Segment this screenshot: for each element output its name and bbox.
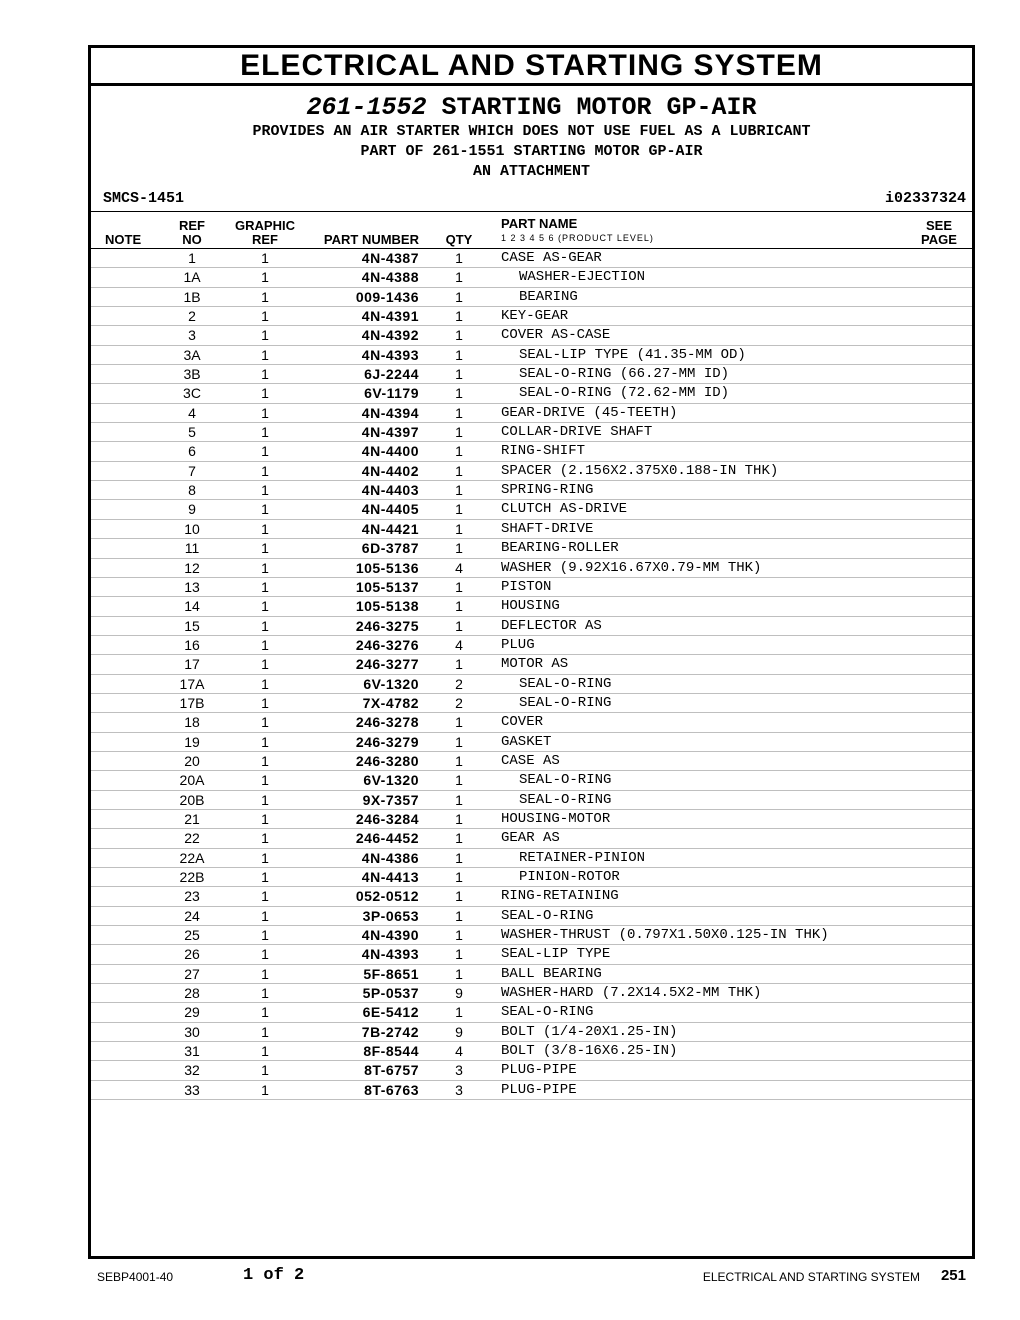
part-name: SEAL-O-RING (66.27-MM ID) (519, 366, 730, 383)
ref-no: 1A (183, 269, 201, 286)
ref-no: 29 (184, 1004, 200, 1021)
graphic-ref: 1 (261, 733, 269, 750)
quantity: 1 (455, 308, 463, 325)
quantity: 1 (455, 888, 463, 905)
graphic-ref: 1 (261, 288, 269, 305)
graphic-ref: 1 (261, 308, 269, 325)
quantity: 1 (455, 346, 463, 363)
quantity: 1 (455, 810, 463, 827)
part-number: 6V-1320 (363, 675, 419, 692)
part-number: 4N-4393 (361, 346, 419, 363)
part-name: SEAL-LIP TYPE (501, 946, 611, 963)
quantity: 1 (455, 520, 463, 537)
part-number: 4N-4390 (361, 927, 419, 944)
graphic-ref: 1 (261, 849, 269, 866)
quantity: 1 (455, 714, 463, 731)
quantity: 1 (455, 288, 463, 305)
part-number: 4N-4392 (361, 327, 419, 344)
part-name: COVER AS-CASE (501, 327, 611, 344)
part-name: RING-SHIFT (501, 443, 586, 460)
part-number: 246-3284 (355, 810, 419, 827)
part-number: 052-0512 (355, 888, 419, 905)
col-product-levels: 1 2 3 4 5 6 (PRODUCT LEVEL) (501, 233, 654, 243)
graphic-ref: 1 (261, 366, 269, 383)
part-name: SHAFT-DRIVE (501, 520, 594, 537)
quantity: 1 (455, 482, 463, 499)
ref-no: 17A (179, 675, 205, 692)
part-number: 105-5137 (355, 578, 419, 595)
quantity: 1 (455, 501, 463, 518)
part-name: RETAINER-PINION (519, 849, 646, 866)
ref-no: 23 (184, 888, 200, 905)
part-number: 4N-4394 (361, 404, 419, 421)
ref-no: 9 (188, 501, 196, 518)
section-title: ELECTRICAL AND STARTING SYSTEM (240, 48, 823, 82)
ref-no: 6 (188, 443, 196, 460)
table-row (91, 597, 972, 616)
table-row (91, 520, 972, 539)
quantity: 1 (455, 830, 463, 847)
group-header (91, 86, 972, 212)
ref-no: 10 (184, 520, 200, 537)
part-name: GEAR-DRIVE (45-TEETH) (501, 404, 678, 421)
quantity: 3 (455, 1062, 463, 1079)
part-number: 7X-4782 (362, 694, 419, 711)
part-number: 8T-6757 (364, 1062, 419, 1079)
ref-no: 1B (183, 288, 201, 305)
graphic-ref: 1 (261, 636, 269, 653)
part-name: WASHER (9.92X16.67X0.79-MM THK) (501, 559, 762, 576)
graphic-ref: 1 (261, 501, 269, 518)
part-number: 9X-7357 (362, 791, 419, 808)
part-name: WASHER-HARD (7.2X14.5X2-MM THK) (501, 985, 762, 1002)
col-see-bottom: PAGE (921, 232, 957, 247)
part-name: GEAR AS (501, 830, 560, 847)
ref-no: 32 (184, 1062, 200, 1079)
quantity: 1 (455, 385, 463, 402)
part-number: 105-5138 (355, 598, 419, 615)
part-name: COLLAR-DRIVE SHAFT (501, 424, 653, 441)
quantity: 1 (455, 849, 463, 866)
col-graphic-top: GRAPHIC (235, 218, 295, 233)
part-name: DEFLECTOR AS (501, 617, 602, 634)
part-number: 6V-1179 (364, 385, 419, 402)
graphic-ref: 1 (261, 559, 269, 576)
section-title-bar (91, 48, 972, 86)
table-row (91, 559, 972, 578)
group-part-number: 261-1552 (306, 93, 427, 122)
part-number: 5F-8651 (363, 965, 419, 982)
quantity: 1 (455, 327, 463, 344)
ref-no: 21 (184, 810, 200, 827)
ref-no: 19 (184, 733, 200, 750)
ref-no: 26 (184, 946, 200, 963)
quantity: 1 (455, 404, 463, 421)
part-number: 4N-4405 (361, 501, 419, 518)
graphic-ref: 1 (261, 385, 269, 402)
part-name: KEY-GEAR (501, 308, 569, 325)
part-number: 6J-2244 (364, 366, 419, 383)
ref-no: 7 (188, 462, 196, 479)
ref-no: 15 (184, 617, 200, 634)
ref-no: 20B (179, 791, 205, 808)
part-name: SEAL-O-RING (519, 675, 612, 692)
graphic-ref: 1 (261, 752, 269, 769)
ref-no: 3B (183, 366, 201, 383)
part-name: SEAL-O-RING (501, 907, 594, 924)
part-number: 4N-4403 (361, 482, 419, 499)
part-name: HOUSING (501, 598, 560, 615)
col-ref-top: REF (179, 218, 205, 233)
ref-no: 18 (184, 714, 200, 731)
quantity: 1 (455, 443, 463, 460)
quantity: 1 (455, 424, 463, 441)
table-row (91, 249, 972, 268)
part-number: 3P-0653 (362, 907, 419, 924)
table-row (91, 829, 972, 848)
ref-no: 13 (184, 578, 200, 595)
ref-no: 3A (183, 346, 201, 363)
ref-no: 27 (184, 965, 200, 982)
group-part-title: STARTING MOTOR GP-AIR (441, 93, 757, 122)
quantity: 1 (455, 965, 463, 982)
part-number: 4N-4387 (361, 250, 419, 266)
graphic-ref: 1 (261, 482, 269, 499)
table-row (91, 1061, 972, 1080)
ref-no: 31 (184, 1043, 200, 1060)
group-part-of: PART OF 261-1551 STARTING MOTOR GP-AIR (360, 143, 703, 160)
graphic-ref: 1 (261, 830, 269, 847)
graphic-ref: 1 (261, 540, 269, 557)
ref-no: 12 (184, 559, 200, 576)
quantity: 1 (455, 462, 463, 479)
table-row (91, 1003, 972, 1022)
table-row (91, 539, 972, 558)
quantity: 3 (455, 1081, 463, 1098)
table-row (91, 384, 972, 403)
quantity: 9 (455, 985, 463, 1002)
part-name: BOLT (3/8-16X6.25-IN) (501, 1043, 678, 1060)
part-name: SEAL-O-RING (519, 772, 612, 789)
table-row (91, 326, 972, 345)
quantity: 2 (455, 694, 463, 711)
graphic-ref: 1 (261, 1081, 269, 1098)
graphic-ref: 1 (261, 578, 269, 595)
part-name: MOTOR AS (501, 656, 569, 673)
part-name: BEARING (519, 288, 578, 305)
ref-no: 20A (179, 772, 205, 789)
quantity: 1 (455, 869, 463, 885)
graphic-ref: 1 (261, 946, 269, 963)
quantity: 4 (455, 1043, 463, 1060)
graphic-ref: 1 (261, 985, 269, 1002)
footer-doc-number: SEBP4001-40 (97, 1270, 174, 1284)
graphic-ref: 1 (261, 810, 269, 827)
graphic-ref: 1 (261, 1023, 269, 1040)
graphic-ref: 1 (261, 888, 269, 905)
part-number: 4N-4391 (361, 308, 419, 325)
graphic-ref: 1 (261, 694, 269, 711)
quantity: 1 (455, 791, 463, 808)
part-name: CASE AS (501, 752, 560, 769)
graphic-ref: 1 (261, 327, 269, 344)
ref-no: 17B (179, 694, 205, 711)
part-name: HOUSING-MOTOR (501, 810, 611, 827)
quantity: 1 (455, 907, 463, 924)
ref-no: 22A (179, 849, 205, 866)
group-description: PROVIDES AN AIR STARTER WHICH DOES NOT USE FUEL AS A LUBRICANT (252, 123, 811, 140)
ref-no: 14 (184, 598, 200, 615)
ref-no: 17 (184, 656, 200, 673)
table-row (91, 887, 972, 906)
ref-no: 22B (179, 869, 205, 885)
table-row (91, 849, 972, 868)
table-row (91, 346, 972, 365)
ref-no: 30 (184, 1023, 200, 1040)
col-note: NOTE (105, 232, 142, 247)
quantity: 1 (455, 752, 463, 769)
table-row (91, 636, 972, 655)
part-number: 4N-4400 (361, 443, 419, 460)
table-row (91, 442, 972, 461)
graphic-ref: 1 (261, 714, 269, 731)
page-footer (0, 1266, 1020, 1290)
col-ref-bottom: NO (182, 232, 202, 247)
ref-no: 24 (184, 907, 200, 924)
graphic-ref: 1 (261, 656, 269, 673)
graphic-ref: 1 (261, 791, 269, 808)
quantity: 1 (455, 927, 463, 944)
table-row (91, 926, 972, 945)
table-row (91, 752, 972, 771)
quantity: 1 (455, 578, 463, 595)
table-row (91, 578, 972, 597)
part-number: 6D-3787 (361, 540, 419, 557)
col-part-name: PART NAME (501, 216, 578, 231)
table-row (91, 965, 972, 984)
part-number: 009-1436 (355, 288, 419, 305)
table-row (91, 268, 972, 287)
graphic-ref: 1 (261, 927, 269, 944)
part-name: BEARING-ROLLER (501, 540, 619, 557)
table-row (91, 945, 972, 964)
table-row (91, 694, 972, 713)
graphic-ref: 1 (261, 869, 269, 885)
col-qty: QTY (445, 232, 473, 247)
ref-no: 3C (183, 385, 201, 402)
part-number: 4N-4386 (361, 849, 419, 866)
part-number: 246-3278 (355, 714, 419, 731)
part-number: 8F-8544 (363, 1043, 419, 1060)
graphic-ref: 1 (261, 965, 269, 982)
group-type: AN ATTACHMENT (472, 163, 591, 180)
part-name: CLUTCH AS-DRIVE (501, 501, 628, 518)
table-header (91, 212, 972, 249)
smcs-code: SMCS-1451 (103, 190, 185, 207)
graphic-ref: 1 (261, 346, 269, 363)
table-row (91, 655, 972, 674)
table-row (91, 713, 972, 732)
footer-page-of: 1 of 2 (243, 1266, 305, 1285)
quantity: 1 (455, 617, 463, 634)
part-name: COVER (501, 714, 544, 731)
part-name: SEAL-O-RING (72.62-MM ID) (519, 385, 730, 402)
part-number: 8T-6763 (364, 1081, 419, 1098)
ref-no: 4 (188, 404, 196, 421)
table-row (91, 307, 972, 326)
part-number: 246-4452 (355, 830, 419, 847)
quantity: 1 (455, 598, 463, 615)
quantity: 1 (455, 733, 463, 750)
table-row (91, 404, 972, 423)
graphic-ref: 1 (261, 443, 269, 460)
quantity: 1 (455, 540, 463, 557)
part-name: CASE AS-GEAR (501, 250, 602, 266)
page-frame (88, 45, 975, 1259)
part-number: 4N-4402 (361, 462, 419, 479)
graphic-ref: 1 (261, 462, 269, 479)
quantity: 9 (455, 1023, 463, 1040)
graphic-ref: 1 (261, 598, 269, 615)
part-name: PLUG-PIPE (501, 1081, 577, 1098)
graphic-ref: 1 (261, 617, 269, 634)
ref-no: 28 (184, 985, 200, 1002)
footer-page-number: 251 (940, 1267, 966, 1284)
table-row (91, 365, 972, 384)
table-row (91, 733, 972, 752)
table-row (91, 771, 972, 790)
table-row (91, 675, 972, 694)
part-name: SEAL-O-RING (519, 791, 612, 808)
part-number: 4N-4413 (361, 869, 419, 885)
quantity: 4 (455, 636, 463, 653)
part-name: SEAL-O-RING (519, 694, 612, 711)
part-number: 4N-4421 (361, 520, 419, 537)
col-graphic-bottom: REF (252, 232, 278, 247)
part-number: 7B-2742 (361, 1023, 419, 1040)
part-number: 5P-0537 (362, 985, 419, 1002)
table-row (91, 481, 972, 500)
table-row (91, 617, 972, 636)
quantity: 1 (455, 772, 463, 789)
quantity: 1 (455, 1004, 463, 1021)
parts-table-body (91, 249, 972, 1100)
table-row (91, 868, 972, 887)
part-name: GASKET (501, 733, 552, 750)
part-number: 6V-1320 (363, 772, 419, 789)
ref-no: 2 (188, 308, 196, 325)
ref-no: 16 (184, 636, 200, 653)
table-row (91, 423, 972, 442)
table-row (91, 462, 972, 481)
graphic-ref: 1 (261, 1062, 269, 1079)
graphic-ref: 1 (261, 1043, 269, 1060)
graphic-ref: 1 (261, 907, 269, 924)
table-row (91, 984, 972, 1003)
footer-section: ELECTRICAL AND STARTING SYSTEM (702, 1270, 920, 1284)
graphic-ref: 1 (261, 772, 269, 789)
graphic-ref: 1 (261, 675, 269, 692)
part-name: PISTON (501, 578, 552, 595)
part-number: 246-3275 (355, 617, 419, 634)
part-number: 105-5136 (355, 559, 419, 576)
part-number: 4N-4388 (361, 269, 419, 286)
part-name: SEAL-O-RING (501, 1004, 594, 1021)
part-name: WASHER-EJECTION (519, 269, 646, 286)
quantity: 2 (455, 675, 463, 692)
graphic-ref: 1 (261, 250, 269, 266)
quantity: 1 (455, 656, 463, 673)
part-name: PINION-ROTOR (519, 869, 620, 885)
part-number: 4N-4393 (361, 946, 419, 963)
quantity: 1 (455, 250, 463, 266)
col-part-number: PART NUMBER (323, 232, 419, 247)
quantity: 1 (455, 366, 463, 383)
quantity: 4 (455, 559, 463, 576)
graphic-ref: 1 (261, 269, 269, 286)
ref-no: 20 (184, 752, 200, 769)
table-row (91, 907, 972, 926)
ref-no: 11 (184, 540, 200, 557)
part-name: WASHER-THRUST (0.797X1.50X0.125-IN THK) (501, 927, 829, 944)
part-number: 4N-4397 (361, 424, 419, 441)
quantity: 1 (455, 269, 463, 286)
part-name: PLUG-PIPE (501, 1062, 577, 1079)
ref-no: 1 (188, 250, 196, 266)
part-number: 246-3280 (355, 752, 419, 769)
part-name: SEAL-LIP TYPE (41.35-MM OD) (519, 346, 746, 363)
part-name: RING-RETAINING (501, 888, 619, 905)
table-row (91, 810, 972, 829)
ref-no: 25 (184, 927, 200, 944)
ref-no: 5 (188, 424, 196, 441)
part-number: 6E-5412 (362, 1004, 419, 1021)
table-row (91, 791, 972, 810)
ref-no: 33 (184, 1081, 200, 1098)
part-name: BOLT (1/4-20X1.25-IN) (501, 1023, 678, 1040)
ref-no: 8 (188, 482, 196, 499)
graphic-ref: 1 (261, 404, 269, 421)
graphic-ref: 1 (261, 520, 269, 537)
table-row (91, 500, 972, 519)
group-title (91, 93, 972, 122)
table-row (91, 1042, 972, 1061)
part-number: 246-3276 (355, 636, 419, 653)
ref-no: 3 (188, 327, 196, 344)
part-name: SPRING-RING (501, 482, 594, 499)
table-row (91, 1081, 972, 1100)
table-row (91, 288, 972, 307)
col-see-top: SEE (925, 218, 952, 233)
table-row (91, 1023, 972, 1042)
part-name: PLUG (501, 636, 535, 653)
part-name: BALL BEARING (501, 965, 602, 982)
part-name: SPACER (2.156X2.375X0.188-IN THK) (501, 462, 779, 479)
part-number: 246-3277 (355, 656, 419, 673)
part-number: 246-3279 (355, 733, 419, 750)
graphic-ref: 1 (261, 1004, 269, 1021)
graphic-ref: 1 (261, 424, 269, 441)
quantity: 1 (455, 946, 463, 963)
ref-no: 22 (184, 830, 200, 847)
illustration-id: i02337324 (884, 190, 966, 207)
